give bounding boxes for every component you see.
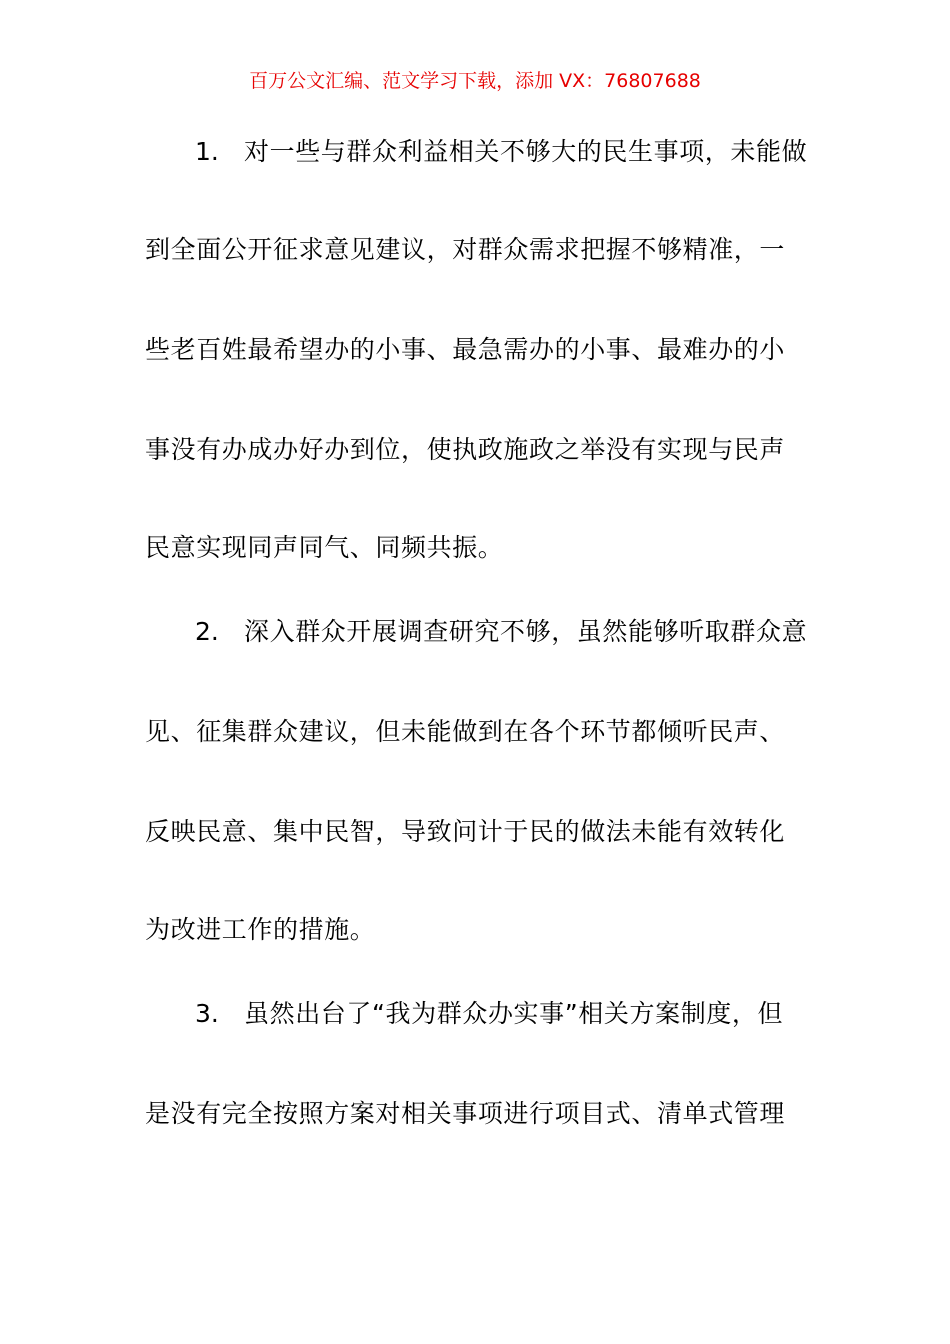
paragraph-2-line-3: 反映民意、集中民智，导致问计于民的做法未能有效转化 (145, 817, 786, 846)
paragraph-1-line-5: 民意实现同声同气、同频共振。 (145, 533, 504, 562)
paragraph-2-line-2: 见、征集群众建议，但未能做到在各个环节都倾听民声、 (145, 717, 786, 746)
paragraph-2-number: 2. (195, 617, 219, 646)
paragraph-3-line-1: 虽然出台了“我为群众办实事”相关方案制度，但 (244, 999, 784, 1028)
paragraph-3-line-2: 是没有完全按照方案对相关事项进行项目式、清单式管理 (145, 1099, 786, 1128)
paragraph-3-number: 3. (195, 999, 219, 1028)
document-header: 百万公文汇编、范文学习下载，添加 VX：76807688 (249, 70, 701, 92)
paragraph-1-line-1: 对一些与群众利益相关不够大的民生事项，未能做 (244, 137, 808, 166)
paragraph-1-number: 1. (195, 137, 219, 166)
paragraph-1-line-2: 到全面公开征求意见建议，对群众需求把握不够精准，一 (145, 235, 786, 264)
paragraph-2-line-4: 为改进工作的措施。 (145, 915, 376, 944)
paragraph-1-line-4: 事没有办成办好办到位，使执政施政之举没有实现与民声 (145, 435, 786, 464)
paragraph-1-line-3: 些老百姓最希望办的小事、最急需办的小事、最难办的小 (145, 335, 786, 364)
paragraph-2-line-1: 深入群众开展调查研究不够，虽然能够听取群众意 (244, 617, 808, 646)
